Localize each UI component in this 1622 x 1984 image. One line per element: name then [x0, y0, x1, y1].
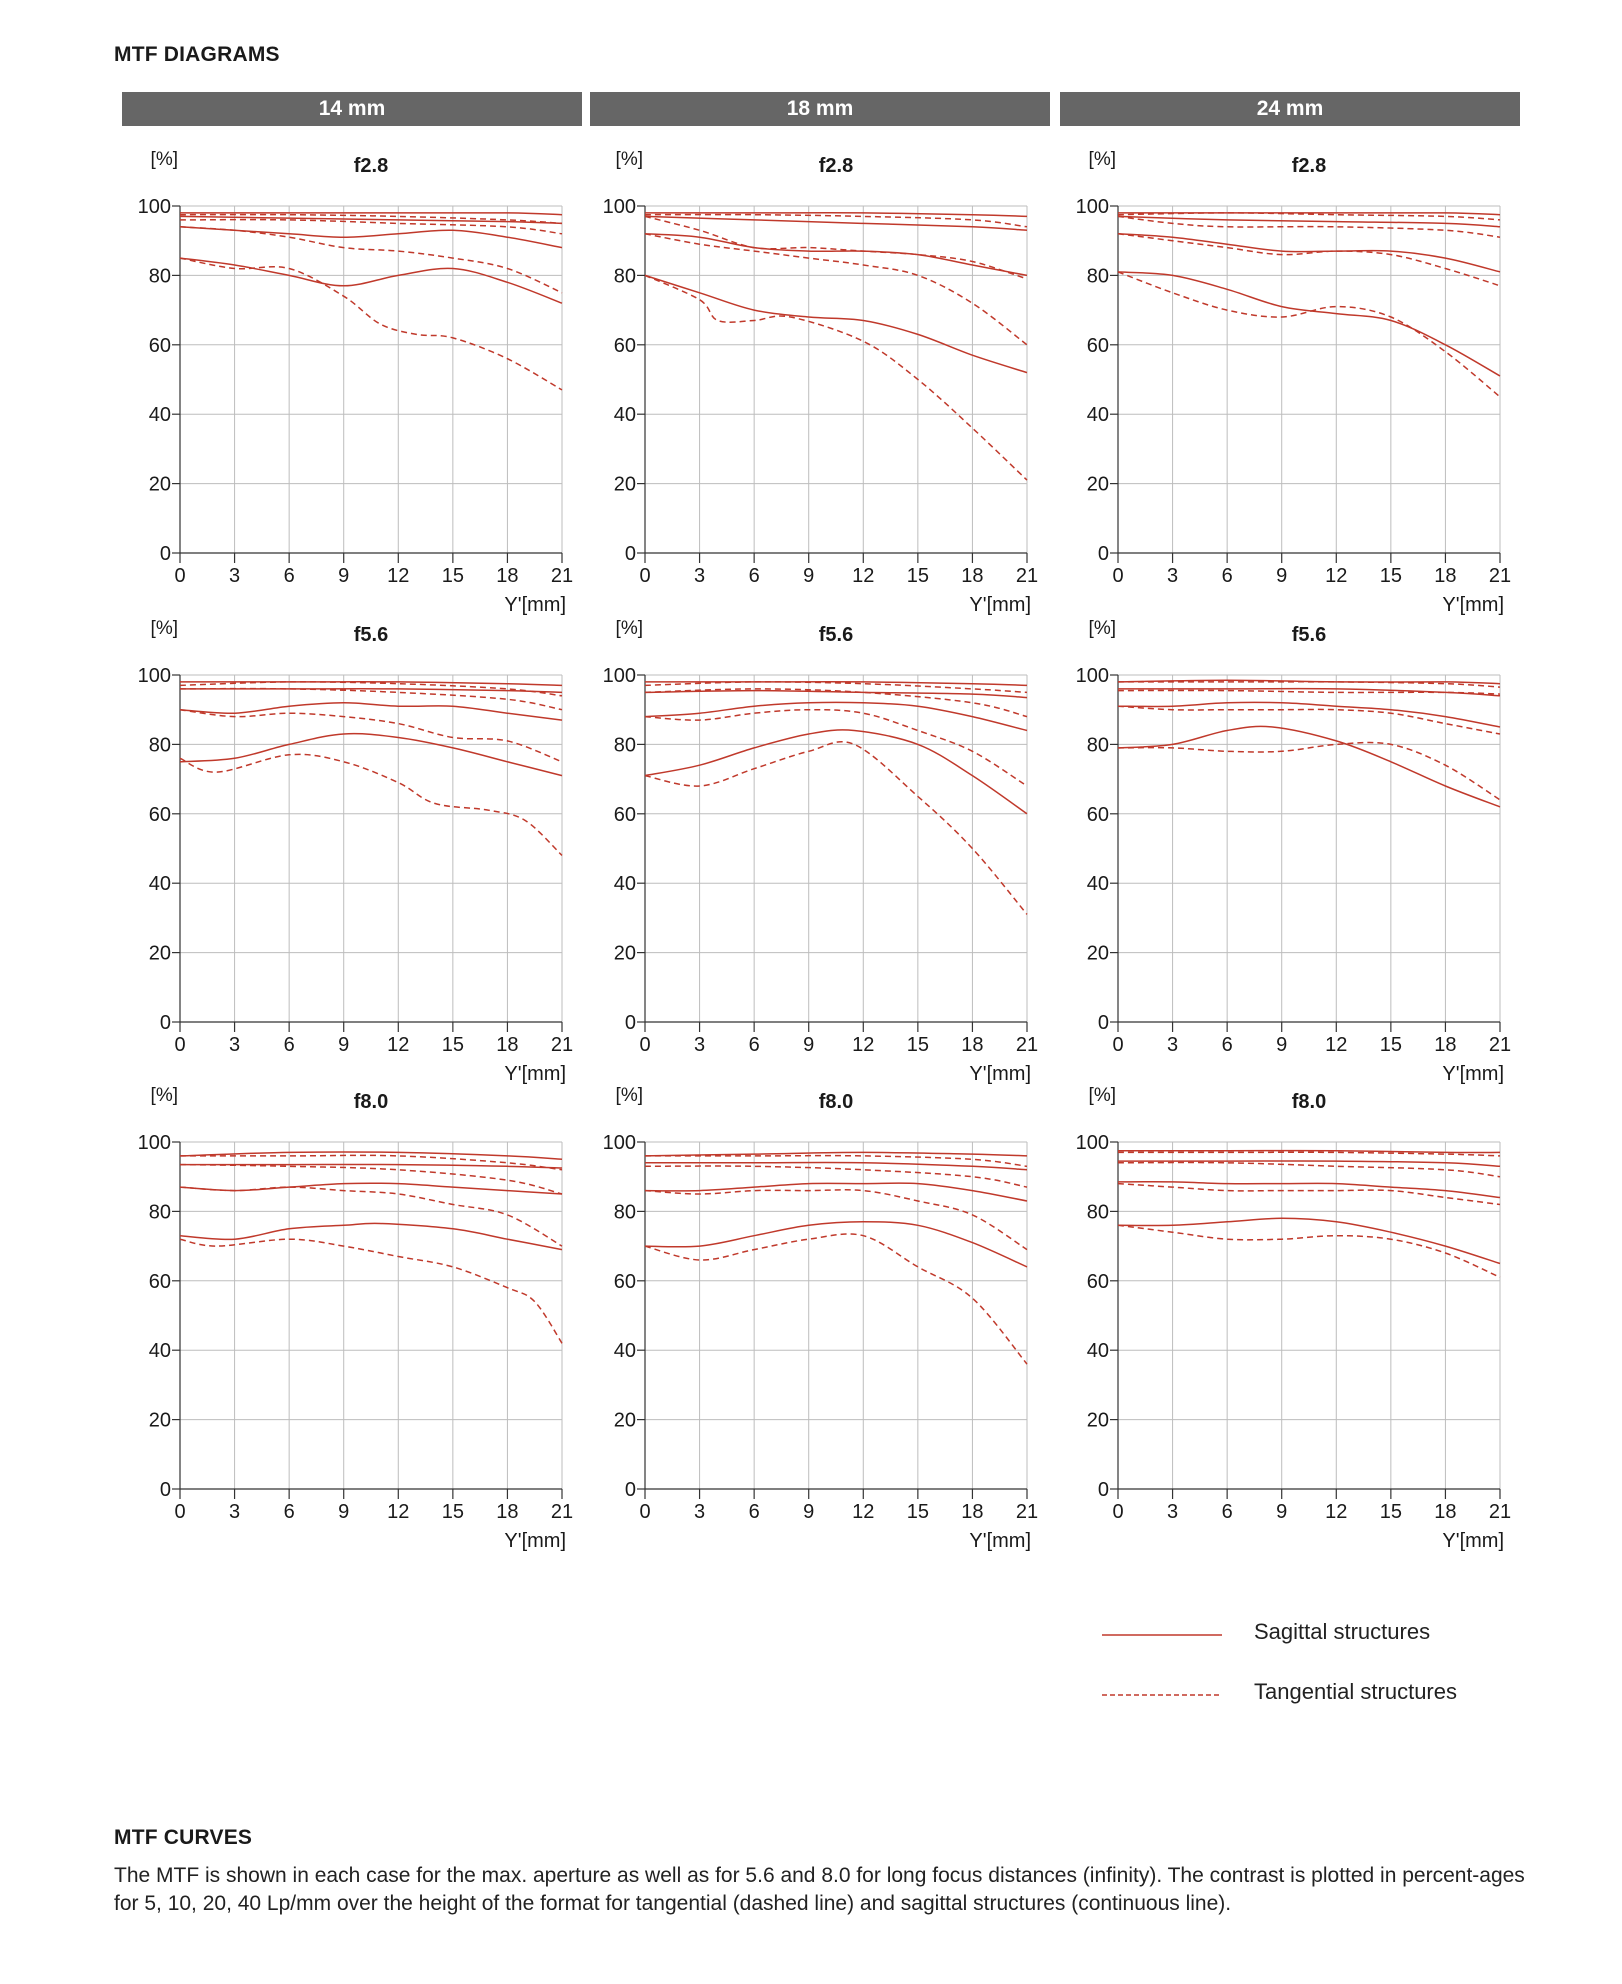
x-tick-label: 15 — [441, 1501, 464, 1523]
x-tick-label: 3 — [1167, 1034, 1179, 1056]
y-tick-label: 0 — [159, 543, 171, 565]
x-axis-label: Y'[mm] — [969, 594, 1031, 616]
aperture-title: f5.6 — [818, 624, 854, 646]
sagittal-curve — [1118, 1218, 1500, 1263]
x-tick-label: 12 — [852, 1501, 875, 1523]
x-axis-label: Y'[mm] — [504, 1063, 566, 1085]
y-axis-label: [%] — [150, 1085, 178, 1106]
x-tick-label: 9 — [338, 1034, 350, 1056]
x-tick-label: 15 — [906, 1034, 929, 1056]
aperture-title: f8.0 — [818, 1091, 854, 1113]
y-tick-label: 40 — [148, 873, 171, 896]
y-tick-label: 60 — [1086, 803, 1109, 826]
x-tick-label: 9 — [803, 1034, 815, 1056]
x-tick-label: 21 — [550, 565, 574, 587]
aperture-title: f5.6 — [1291, 624, 1327, 646]
tangential-curve — [645, 1156, 1027, 1167]
tangential-curve — [1118, 743, 1500, 800]
column-header-24mm: 24 mm — [1060, 92, 1520, 126]
y-tick-label: 40 — [1086, 873, 1109, 896]
y-tick-label: 20 — [148, 1409, 171, 1432]
x-tick-label: 18 — [1434, 565, 1457, 587]
x-tick-label: 0 — [174, 565, 186, 587]
tangential-curve — [645, 216, 1027, 279]
x-tick-label: 6 — [748, 1501, 760, 1523]
y-axis-label: [%] — [150, 618, 178, 639]
y-tick-label: 80 — [148, 1201, 171, 1224]
sagittal-curve — [645, 234, 1027, 276]
x-tick-label: 0 — [1112, 565, 1124, 587]
aperture-title: f5.6 — [353, 624, 389, 646]
x-tick-label: 9 — [1276, 565, 1288, 587]
x-axis-label: Y'[mm] — [504, 594, 566, 616]
tangential-curve — [180, 1165, 562, 1194]
x-axis-label: Y'[mm] — [504, 1530, 566, 1552]
legend-label-tangential: Tangential structures — [1254, 1679, 1457, 1704]
y-tick-label: 100 — [137, 1132, 171, 1154]
x-tick-label: 15 — [1379, 1034, 1402, 1056]
x-tick-label: 21 — [1488, 1501, 1512, 1523]
tangential-curve — [180, 689, 562, 710]
y-tick-label: 0 — [159, 1479, 171, 1501]
y-tick-label: 20 — [613, 473, 636, 496]
sagittal-curve — [1118, 1182, 1500, 1198]
sagittal-curve — [645, 216, 1027, 230]
sagittal-curve — [180, 213, 562, 215]
y-tick-label: 20 — [613, 942, 636, 965]
y-tick-label: 80 — [613, 734, 636, 757]
x-tick-label: 9 — [803, 565, 815, 587]
sagittal-curve — [180, 227, 562, 248]
y-tick-label: 40 — [148, 1340, 171, 1363]
y-tick-label: 40 — [613, 873, 636, 896]
sagittal-curve — [1118, 216, 1500, 226]
y-tick-label: 100 — [1075, 1132, 1109, 1154]
legend-tangential — [1100, 1677, 1520, 1717]
y-tick-label: 80 — [148, 734, 171, 757]
y-tick-label: 100 — [137, 196, 171, 218]
x-tick-label: 3 — [694, 565, 706, 587]
sagittal-curve — [645, 691, 1027, 698]
tangential-curve — [1118, 272, 1500, 397]
y-tick-label: 40 — [1086, 404, 1109, 427]
x-tick-label: 6 — [283, 565, 295, 587]
y-axis-label: [%] — [1088, 1085, 1116, 1106]
x-tick-label: 3 — [229, 1034, 241, 1056]
y-tick-label: 80 — [613, 265, 636, 288]
x-tick-label: 0 — [639, 565, 651, 587]
x-tick-label: 21 — [1015, 1034, 1039, 1056]
y-tick-label: 20 — [1086, 1409, 1109, 1432]
y-tick-label: 0 — [624, 1479, 636, 1501]
tangential-curve — [1118, 1163, 1500, 1177]
y-tick-label: 60 — [613, 1270, 636, 1293]
y-tick-label: 0 — [1097, 543, 1109, 565]
tangential-curve — [645, 1190, 1027, 1250]
x-tick-label: 12 — [387, 1034, 410, 1056]
sagittal-curve — [645, 730, 1027, 814]
x-tick-label: 15 — [1379, 565, 1402, 587]
sagittal-curve — [645, 275, 1027, 372]
x-tick-label: 6 — [748, 565, 760, 587]
tangential-curve — [180, 710, 562, 762]
x-tick-label: 0 — [1112, 1501, 1124, 1523]
tangential-curve — [1118, 1225, 1500, 1277]
sagittal-curve — [645, 1222, 1027, 1267]
x-tick-label: 6 — [283, 1501, 295, 1523]
x-tick-label: 3 — [694, 1501, 706, 1523]
x-tick-label: 15 — [906, 1501, 929, 1523]
tangential-curve — [180, 1239, 562, 1343]
legend-label-sagittal: Sagittal structures — [1254, 1619, 1431, 1644]
y-tick-label: 0 — [159, 1012, 171, 1034]
x-tick-label: 21 — [1015, 565, 1039, 587]
x-tick-label: 3 — [229, 1501, 241, 1523]
x-tick-label: 6 — [283, 1034, 295, 1056]
dashed-line-swatch — [1100, 1685, 1224, 1705]
x-tick-label: 0 — [639, 1501, 651, 1523]
y-tick-label: 40 — [613, 1340, 636, 1363]
x-tick-label: 12 — [1325, 565, 1348, 587]
tangential-curve — [1118, 234, 1500, 286]
y-tick-label: 60 — [1086, 334, 1109, 357]
solid-line-swatch — [1100, 1625, 1224, 1645]
y-axis-label: [%] — [615, 1085, 643, 1106]
column-header-14mm: 14 mm — [122, 92, 582, 126]
x-tick-label: 12 — [387, 1501, 410, 1523]
sagittal-curve — [180, 1223, 562, 1249]
x-tick-label: 18 — [961, 1501, 984, 1523]
x-tick-label: 12 — [852, 1034, 875, 1056]
y-tick-label: 100 — [137, 665, 171, 687]
y-tick-label: 0 — [1097, 1012, 1109, 1034]
column-header-18mm: 18 mm — [590, 92, 1050, 126]
x-axis-label: Y'[mm] — [1442, 1530, 1504, 1552]
x-tick-label: 21 — [1015, 1501, 1039, 1523]
tangential-curve — [1118, 690, 1500, 694]
section-title: MTF CURVES — [114, 1826, 253, 1849]
sagittal-curve — [645, 702, 1027, 730]
tangential-curve — [645, 215, 1027, 227]
y-tick-label: 20 — [1086, 942, 1109, 965]
y-tick-label: 40 — [613, 404, 636, 427]
x-tick-label: 9 — [1276, 1501, 1288, 1523]
y-tick-label: 0 — [624, 543, 636, 565]
x-tick-label: 21 — [1488, 1034, 1512, 1056]
x-tick-label: 0 — [639, 1034, 651, 1056]
y-axis-label: [%] — [1088, 149, 1116, 170]
description-text: The MTF is shown in each case for the max. aperture as well as for 5.6 and 8.0 for long focus distances (infinity). The contrast is plotted in percent-ages for 5, 10, 20, 40 Lp/mm over the height of the format for tangential (dashed line) and sagittal structures (continuous line). — [114, 1864, 1525, 1915]
y-tick-label: 60 — [148, 1270, 171, 1293]
x-tick-label: 0 — [174, 1034, 186, 1056]
y-axis-label: [%] — [615, 149, 643, 170]
x-tick-label: 12 — [1325, 1501, 1348, 1523]
y-tick-label: 100 — [1075, 665, 1109, 687]
x-tick-label: 18 — [496, 1501, 519, 1523]
y-tick-label: 80 — [1086, 1201, 1109, 1224]
x-tick-label: 18 — [496, 1034, 519, 1056]
x-tick-label: 18 — [1434, 1034, 1457, 1056]
tangential-curve — [180, 1187, 562, 1246]
y-tick-label: 100 — [602, 196, 636, 218]
x-tick-label: 9 — [803, 1501, 815, 1523]
x-axis-label: Y'[mm] — [1442, 594, 1504, 616]
aperture-title: f8.0 — [1291, 1091, 1327, 1113]
x-tick-label: 3 — [694, 1034, 706, 1056]
x-tick-label: 21 — [1488, 565, 1512, 587]
y-axis-label: [%] — [615, 618, 643, 639]
tangential-curve — [645, 742, 1027, 915]
x-axis-label: Y'[mm] — [969, 1530, 1031, 1552]
aperture-title: f2.8 — [1291, 155, 1327, 177]
sagittal-curve — [180, 258, 562, 303]
x-tick-label: 0 — [1112, 1034, 1124, 1056]
y-tick-label: 100 — [1075, 196, 1109, 218]
tangential-curve — [180, 754, 562, 855]
y-tick-label: 80 — [148, 265, 171, 288]
x-tick-label: 15 — [1379, 1501, 1402, 1523]
x-tick-label: 9 — [338, 1501, 350, 1523]
x-tick-label: 12 — [852, 565, 875, 587]
tangential-curve — [1118, 216, 1500, 237]
x-tick-label: 18 — [496, 565, 519, 587]
tangential-curve — [645, 275, 1027, 480]
x-tick-label: 6 — [1221, 1501, 1233, 1523]
x-tick-label: 3 — [1167, 1501, 1179, 1523]
y-tick-label: 80 — [1086, 734, 1109, 757]
page-title: MTF DIAGRAMS — [114, 43, 280, 66]
y-tick-label: 60 — [148, 334, 171, 357]
x-tick-label: 12 — [1325, 1034, 1348, 1056]
x-tick-label: 6 — [1221, 565, 1233, 587]
x-tick-label: 15 — [906, 565, 929, 587]
sagittal-curve — [1118, 272, 1500, 376]
y-tick-label: 20 — [148, 473, 171, 496]
aperture-title: f2.8 — [818, 155, 854, 177]
y-tick-label: 100 — [602, 1132, 636, 1154]
y-tick-label: 60 — [148, 803, 171, 826]
y-tick-label: 60 — [1086, 1270, 1109, 1293]
y-tick-label: 20 — [148, 942, 171, 965]
x-tick-label: 0 — [174, 1501, 186, 1523]
y-axis-label: [%] — [150, 149, 178, 170]
y-tick-label: 80 — [1086, 265, 1109, 288]
y-tick-label: 60 — [613, 803, 636, 826]
x-tick-label: 6 — [748, 1034, 760, 1056]
sagittal-curve — [180, 734, 562, 776]
x-tick-label: 9 — [1276, 1034, 1288, 1056]
sagittal-curve — [645, 1183, 1027, 1201]
legend-sagittal — [1100, 1617, 1520, 1657]
x-tick-label: 18 — [961, 565, 984, 587]
tangential-curve — [180, 258, 562, 390]
y-tick-label: 40 — [148, 404, 171, 427]
sagittal-curve — [1118, 726, 1500, 806]
sagittal-curve — [180, 703, 562, 720]
y-tick-label: 20 — [1086, 473, 1109, 496]
y-tick-label: 40 — [1086, 1340, 1109, 1363]
y-tick-label: 80 — [613, 1201, 636, 1224]
y-tick-label: 20 — [613, 1409, 636, 1432]
y-tick-label: 0 — [624, 1012, 636, 1034]
sagittal-curve — [180, 1164, 562, 1168]
x-tick-label: 3 — [229, 565, 241, 587]
aperture-title: f2.8 — [353, 155, 389, 177]
x-axis-label: Y'[mm] — [1442, 1063, 1504, 1085]
tangential-curve — [1118, 1184, 1500, 1205]
y-tick-label: 100 — [602, 665, 636, 687]
x-tick-label: 18 — [1434, 1501, 1457, 1523]
x-tick-label: 15 — [441, 565, 464, 587]
tangential-curve — [645, 1234, 1027, 1364]
x-tick-label: 12 — [387, 565, 410, 587]
x-tick-label: 15 — [441, 1034, 464, 1056]
x-tick-label: 18 — [961, 1034, 984, 1056]
x-tick-label: 9 — [338, 565, 350, 587]
x-axis-label: Y'[mm] — [969, 1063, 1031, 1085]
x-tick-label: 3 — [1167, 565, 1179, 587]
aperture-title: f8.0 — [353, 1091, 389, 1113]
y-tick-label: 60 — [613, 334, 636, 357]
x-tick-label: 6 — [1221, 1034, 1233, 1056]
y-axis-label: [%] — [1088, 618, 1116, 639]
x-tick-label: 21 — [550, 1501, 574, 1523]
tangential-curve — [1118, 706, 1500, 734]
y-tick-label: 0 — [1097, 1479, 1109, 1501]
x-tick-label: 21 — [550, 1034, 574, 1056]
